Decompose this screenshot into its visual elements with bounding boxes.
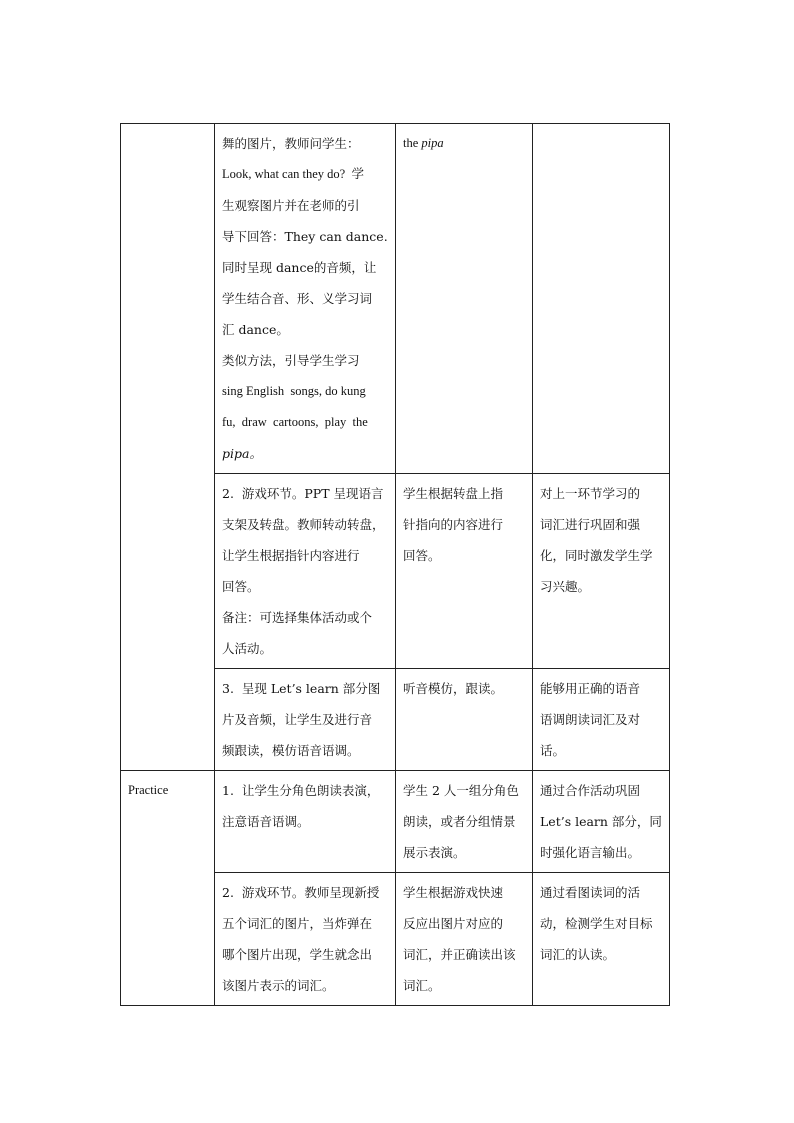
student-activity-cell [396, 124, 533, 474]
procedure-line: 人活动。 [222, 641, 273, 656]
procedure-line: 片及音频，让学生及进行音 [222, 712, 373, 727]
procedure-line: 同时呈现 dance的音频，让 [222, 260, 377, 275]
student-activity-line: 展示表演。 [403, 845, 466, 860]
student-activity-line: the pipa [403, 136, 444, 150]
procedure-cell [215, 474, 396, 669]
italic-word: pipa [421, 136, 444, 150]
purpose-line: Let’s learn 部分，同 [540, 814, 662, 829]
table-row [121, 771, 670, 873]
italic-word: pipa [222, 446, 250, 461]
student-activity-line: 学生 2 人一组分角色 [403, 783, 519, 798]
purpose-line: 时强化语言输出。 [540, 845, 641, 860]
purpose-cell [533, 873, 670, 1006]
procedure-line: 学生结合音、形、义学习词 [222, 291, 373, 306]
student-activity-line: 朗读，或者分组情景 [403, 814, 516, 829]
procedure-line: 2. 游戏环节。PPT 呈现语言 [222, 486, 384, 501]
student-activity-line: 回答。 [403, 548, 441, 563]
purpose-line: 话。 [540, 743, 566, 758]
procedure-cell [215, 771, 396, 873]
student-activity-line: 词汇，并正确读出该 [403, 947, 516, 962]
purpose-cell [533, 669, 670, 771]
procedure-line: 2. 游戏环节。教师呈现新授 [222, 885, 380, 900]
student-activity-line: 针指向的内容进行 [403, 517, 504, 532]
procedure-cell [215, 124, 396, 474]
procedure-cell [215, 873, 396, 1006]
procedure-line: 哪个图片出现，学生就念出 [222, 947, 373, 962]
procedure-line: 频跟读，模仿语音语调。 [222, 743, 360, 758]
purpose-line: 习兴趣。 [540, 579, 591, 594]
procedure-line: 五个词汇的图片，当炸弹在 [222, 916, 373, 931]
table-row [121, 124, 670, 474]
student-activity-cell [396, 873, 533, 1006]
stage-label: Practice [128, 783, 169, 797]
purpose-cell [533, 124, 670, 474]
stage-cell [121, 124, 215, 771]
stage-cell [121, 771, 215, 1006]
procedure-line: 舞的图片，教师问学生： [222, 136, 360, 151]
procedure-line: pipa。 [222, 446, 262, 461]
purpose-line: 对上一环节学习的 [540, 486, 641, 501]
student-activity-cell [396, 771, 533, 873]
purpose-line: 化，同时激发学生学 [540, 548, 653, 563]
procedure-line: 该图片表示的词汇。 [222, 978, 335, 993]
purpose-cell [533, 771, 670, 873]
purpose-line: 动，检测学生对目标 [540, 916, 653, 931]
student-activity-line: 学生根据转盘上指 [403, 486, 504, 501]
procedure-line: 导下回答：They can dance. [222, 229, 388, 244]
procedure-line: 备注：可选择集体活动或个 [222, 610, 373, 625]
procedure-line: 1. 让学生分角色朗读表演， [222, 783, 380, 798]
procedure-line: 让学生根据指针内容进行 [222, 548, 360, 563]
procedure-line: 3. 呈现 Let’s learn 部分图 [222, 681, 381, 696]
student-activity-line: 词汇。 [403, 978, 441, 993]
procedure-line: Look, what can they do? 学 [222, 167, 364, 181]
student-activity-cell [396, 474, 533, 669]
lesson-plan-table-body [121, 124, 670, 1006]
procedure-cell [215, 669, 396, 771]
purpose-line: 语调朗读词汇及对 [540, 712, 641, 727]
lesson-plan-table [120, 123, 670, 1006]
student-activity-line: 反应出图片对应的 [403, 916, 504, 931]
student-activity-line: 听音模仿，跟读。 [403, 681, 504, 696]
procedure-line: 生观察图片并在老师的引 [222, 198, 360, 213]
student-activity-line: 学生根据游戏快速 [403, 885, 504, 900]
procedure-line: 类似方法，引导学生学习 [222, 353, 360, 368]
procedure-line: sing English songs, do kung [222, 384, 366, 398]
procedure-line: 汇 dance。 [222, 322, 289, 337]
purpose-line: 能够用正确的语音 [540, 681, 641, 696]
purpose-line: 通过看图读词的活 [540, 885, 641, 900]
procedure-line: 支架及转盘。教师转动转盘， [222, 517, 385, 532]
procedure-line: 注意语音语调。 [222, 814, 310, 829]
procedure-line: 回答。 [222, 579, 260, 594]
purpose-line: 通过合作活动巩固 [540, 783, 641, 798]
student-activity-cell [396, 669, 533, 771]
purpose-line: 词汇进行巩固和强 [540, 517, 641, 532]
purpose-line: 词汇的认读。 [540, 947, 616, 962]
purpose-cell [533, 474, 670, 669]
procedure-line: fu, draw cartoons, play the [222, 415, 368, 429]
